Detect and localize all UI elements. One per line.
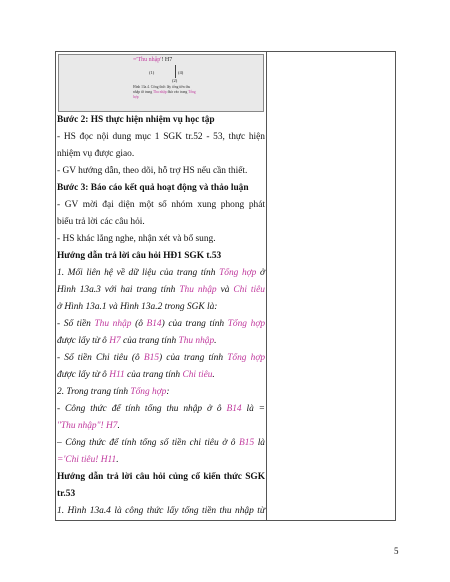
text-run: và [216,285,234,295]
text-run: . [212,370,215,380]
caption-part: tiền thu nhập từ trang [133,85,191,94]
text-run: - Số tiền Chi tiêu (ô [57,353,144,363]
text-line [57,163,265,180]
text-run: ở Hình 13a.1 và Hình 13a.2 trong SGK là: [57,302,218,312]
caption-part: Hình 13a.4. Công thức lấy tổng [133,85,179,89]
text-line [57,486,265,503]
text-line [57,316,265,333]
figure-formula-cell: ! H7 [161,57,173,63]
highlighted-term: Tổng hợp [130,387,167,397]
highlighted-term: Tổng hợp [227,319,266,329]
highlighted-term: Thu nhập [179,285,217,295]
text-line [57,112,265,129]
text-run: Bước 2: HS thực hiện nhiệm vụ học tập [57,115,215,125]
text-line [57,214,265,231]
figure-marker-2: (2) [172,78,178,83]
text-run: Bước 3: Báo cáo kết quả hoạt động và thảo luận [57,183,249,193]
text-line [57,384,265,401]
text-line [57,401,265,418]
caption-highlight: Thu nhập [152,90,167,94]
text-line [57,299,265,316]
text-line [57,146,265,163]
text-run: Hướng dẫn trả lời câu hỏi củng cố kiến thức SGK [57,472,265,482]
text-run: – Công thức để tính tổng số tiền chi tiêu ở ô [57,438,240,448]
text-run: biểu trả lời các câu hỏi. [57,217,145,227]
caption-part: đưa vào trang [167,90,188,94]
text-run: nhiệm vụ được giao. [57,149,135,159]
figure-pointer-line [175,65,176,78]
text-run: . [117,421,120,431]
text-run: 2. Trong trang tính [57,387,131,397]
figure-marker-1: (1) [149,70,155,75]
text-run: ở [256,268,266,278]
text-run: được lấy từ ô [57,370,110,380]
highlighted-term: B14 [226,404,242,414]
text-run: 1. Mối liên hệ về dữ liệu của trang tính [57,268,220,278]
highlighted-term: Chi tiêu [182,370,213,380]
text-run: 1. Hình 13a.4 là công thức lấy tổng tiền thu nhập từ [57,506,265,516]
figure-caption [133,85,197,100]
text-line [57,197,265,214]
text-line [57,129,265,146]
product-column [267,52,396,521]
text-line [57,180,265,197]
lesson-text [56,112,266,520]
text-run: tr.53 [57,489,76,499]
text-run: - Công thức để tính tổng thu nhập ở ô [57,404,227,414]
text-line [57,265,265,282]
highlighted-term: Thu nhập [94,319,132,329]
text-run: là = [241,404,266,414]
text-run: . [214,336,217,346]
text-line [57,231,265,248]
figure-inner [133,57,195,107]
highlighted-term: Chi tiêu [233,285,265,295]
text-run: (ô [131,319,147,329]
highlighted-term: Tổng hợp [219,268,257,278]
text-run: được lấy từ ô [57,336,110,346]
highlighted-term: H7 [109,336,121,346]
highlighted-term: ='Chi tiêu! H11 [57,455,117,465]
text-run: - HS khác lắng nghe, nhận xét và bổ sung. [57,234,216,244]
page-number: 5 [394,546,399,556]
activity-column [56,52,267,521]
figure-marker-4: (4) [178,70,184,75]
figure-formula [133,57,172,63]
text-run: - HS đọc nội dung mục 1 SGK tr.52 - 53, thực hiện [57,132,265,142]
highlighted-term: "Thu nhập"! H7 [57,421,118,431]
text-run: - Số tiền [57,319,95,329]
text-run: Hình 13a.3 với hai trang tính [57,285,180,295]
text-run: : [166,387,170,397]
text-line [57,350,265,367]
text-line [57,452,265,469]
text-line [57,503,265,520]
figure-formula-ref: ='Thu nhập' [133,57,162,63]
text-run: - GV mời đại diện một số nhóm xung phong phát [57,200,265,210]
highlighted-term: Thu nhập [178,336,215,346]
highlighted-term: H11 [109,370,125,380]
text-line [57,248,265,265]
caption-highlight: Tổng hợp [133,90,196,99]
text-run: là [254,438,265,448]
highlighted-term: Tổng hợp [227,353,266,363]
highlighted-term: B14 [146,319,162,329]
text-run: Hướng dẫn trả lời câu hỏi HĐ1 SGK t.53 [57,251,222,261]
text-run: của trang tính [120,336,179,346]
highlighted-term: B15 [239,438,255,448]
text-line [57,469,265,486]
text-line [57,418,265,435]
text-run: ) của trang tính [159,353,228,363]
text-run: - GV hướng dẫn, theo dõi, hỗ trợ HS nếu cần thiết. [57,166,248,176]
text-line [57,282,265,299]
lesson-table [55,51,396,521]
text-line [57,333,265,350]
figure-13a4 [58,54,264,112]
text-line [57,435,265,452]
highlighted-term: B15 [143,353,160,363]
text-run: của trang tính [124,370,183,380]
text-line [57,367,265,384]
text-run: ) của trang tính [161,319,228,329]
text-run: . [116,455,119,465]
